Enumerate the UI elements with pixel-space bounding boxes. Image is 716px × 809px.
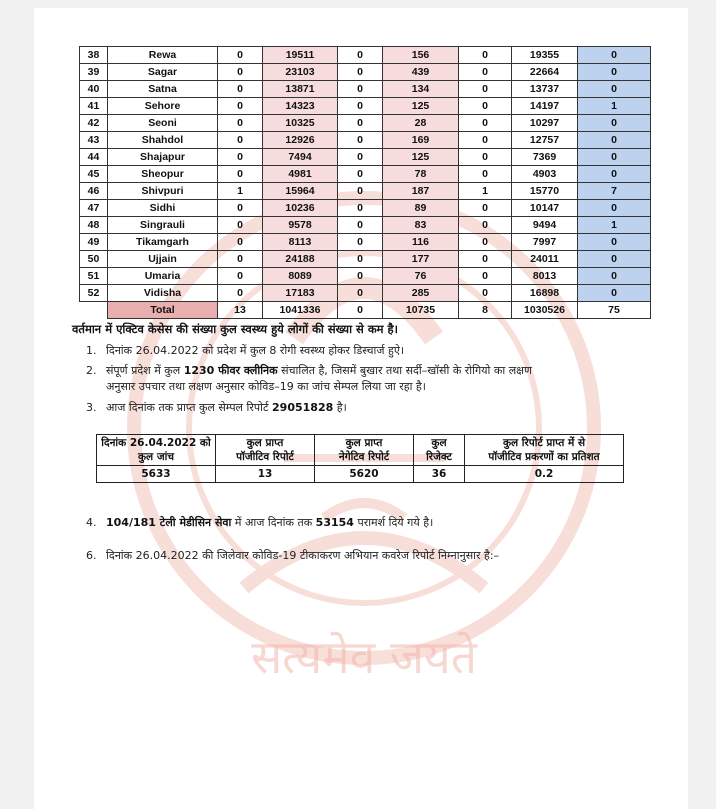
cell-c: 0 (338, 285, 383, 302)
total-cell-g: 75 (578, 302, 651, 319)
cell-e: 0 (459, 149, 512, 166)
cell-e: 0 (459, 64, 512, 81)
cell-d: 83 (383, 217, 459, 234)
cell-sno: 40 (80, 81, 108, 98)
cell-b: 7494 (263, 149, 338, 166)
cell-b: 10325 (263, 115, 338, 132)
cell-c: 0 (338, 81, 383, 98)
cell-d: 89 (383, 200, 459, 217)
cell-b: 19511 (263, 47, 338, 64)
cell-b: 17183 (263, 285, 338, 302)
cell-e: 0 (459, 285, 512, 302)
cell-g: 0 (578, 132, 651, 149)
cell-g: 1 (578, 217, 651, 234)
cell-sno: 39 (80, 64, 108, 81)
cell-a: 0 (218, 47, 263, 64)
total-row (80, 302, 651, 319)
total-cell-f: 1030526 (512, 302, 578, 319)
cell-e: 0 (459, 81, 512, 98)
table-row (80, 132, 651, 149)
total-cell-d: 10735 (383, 302, 459, 319)
table-row (80, 81, 651, 98)
cell-a: 0 (218, 115, 263, 132)
cell-name: Shivpuri (108, 183, 218, 200)
cell-name: Satna (108, 81, 218, 98)
cell-f: 15770 (512, 183, 578, 200)
cell-f: 8013 (512, 268, 578, 285)
cell-name: Rewa (108, 47, 218, 64)
cell-name: Sagar (108, 64, 218, 81)
summary-table (96, 434, 624, 483)
cell-sno: 46 (80, 183, 108, 200)
cell-b: 12926 (263, 132, 338, 149)
cell-c: 0 (338, 149, 383, 166)
cell-a: 0 (218, 64, 263, 81)
cell-a: 0 (218, 200, 263, 217)
cell-sno: 47 (80, 200, 108, 217)
cell-b: 8089 (263, 268, 338, 285)
cell-f: 22664 (512, 64, 578, 81)
cell-b: 4981 (263, 166, 338, 183)
cell-d: 78 (383, 166, 459, 183)
cell-d: 439 (383, 64, 459, 81)
cell-c: 0 (338, 115, 383, 132)
cell-g: 0 (578, 166, 651, 183)
table-row (80, 217, 651, 234)
table-row (80, 251, 651, 268)
cell-f: 13737 (512, 81, 578, 98)
cell-g: 0 (578, 64, 651, 81)
cell-c: 0 (338, 166, 383, 183)
cell-g: 0 (578, 285, 651, 302)
summary-value-rejected: 36 (414, 466, 465, 483)
cell-sno: 38 (80, 47, 108, 64)
table-row (80, 166, 651, 183)
table-row (80, 268, 651, 285)
cell-d: 169 (383, 132, 459, 149)
cell-e: 1 (459, 183, 512, 200)
cell-a: 0 (218, 251, 263, 268)
cell-a: 0 (218, 166, 263, 183)
cell-d: 187 (383, 183, 459, 200)
cell-f: 4903 (512, 166, 578, 183)
cell-g: 0 (578, 149, 651, 166)
cell-f: 7369 (512, 149, 578, 166)
cell-name: Seoni (108, 115, 218, 132)
summary-value-total-tests: 5633 (97, 466, 216, 483)
table-row (80, 183, 651, 200)
cell-sno: 48 (80, 217, 108, 234)
cell-e: 0 (459, 200, 512, 217)
cell-f: 10147 (512, 200, 578, 217)
cell-b: 10236 (263, 200, 338, 217)
summary-header-positive: कुल प्राप्त पॉजीटिव रिपोर्ट (216, 435, 315, 466)
total-cell-label: Total (108, 302, 218, 319)
cell-a: 0 (218, 285, 263, 302)
cell-c: 0 (338, 268, 383, 285)
cell-sno: 44 (80, 149, 108, 166)
cell-d: 28 (383, 115, 459, 132)
cell-d: 156 (383, 47, 459, 64)
cell-sno: 52 (80, 285, 108, 302)
cell-b: 23103 (263, 64, 338, 81)
cell-sno: 51 (80, 268, 108, 285)
cell-e: 0 (459, 132, 512, 149)
cell-f: 10297 (512, 115, 578, 132)
cell-a: 0 (218, 217, 263, 234)
cell-f: 14197 (512, 98, 578, 115)
cell-e: 0 (459, 47, 512, 64)
cell-e: 0 (459, 115, 512, 132)
cell-g: 1 (578, 98, 651, 115)
cell-name: Singrauli (108, 217, 218, 234)
cell-e: 0 (459, 217, 512, 234)
summary-header-total-tests: दिनांक 26.04.2022 को कुल जांच (97, 435, 216, 466)
summary-value-negative: 5620 (315, 466, 414, 483)
cell-sno: 50 (80, 251, 108, 268)
cell-g: 0 (578, 81, 651, 98)
cell-g: 0 (578, 234, 651, 251)
cell-b: 15964 (263, 183, 338, 200)
cell-name: Tikamgarh (108, 234, 218, 251)
cell-d: 285 (383, 285, 459, 302)
table-row (80, 234, 651, 251)
cell-c: 0 (338, 234, 383, 251)
cell-g: 0 (578, 268, 651, 285)
cell-e: 0 (459, 234, 512, 251)
cell-name: Shahdol (108, 132, 218, 149)
total-cell-a: 13 (218, 302, 263, 319)
cell-blank (80, 302, 108, 319)
document-page: सत्यमेव जयते 38 Rewa 0 19511 0 156 0 19355 0 39 Sagar 0 23103 0 439 0 22664 0 40 Satna 0 13871 0 134 0 13737 0 41 Sehore 0 14323 0 125 0 14197 1 42 Seoni 0 10325 0 28 0 10297 0 43 Shahdol 0 12926 0 169 0 12757 0 44 Shajapur 0 7494 0 125 0 7369 0 45 Sheopur 0 4981 0 78 0 4903 0 46 Shivpuri 1 15964 0 187 1 15770 7 47 Sidhi 0 10236 0 89 0 10147 0 48 Singrauli 0 9578 0 83 0 9494 1 49 Tikamgarh 0 8113 0 116 0 7997 0 50 Ujjain 0 24188 0 177 0 24011 0 51 Umaria 0 8089 0 76 0 8013 0 52 Vidisha 0 17183 0 285 0 16898 0 Total 13 1041336 0 10735 8 1030526 75 वर्तमान में एक्टिव केसेस की संख्या कुल स्वस्थ्य हुये लोगों की संख्या से कम है। 1. दिनांक 26.04.2022 को प्रदेश में कुल 8 रोगी स्वस्थ्य होकर डिस्चार्ज हुऐ। 2. संपूर्ण प्रदेश में कुल 1230 फीवर क्लीनिक संचालित है, जिसमें बुखार तथा सर्दी–खॉसी के रोगियो का लक्षण अनुसार उपचार तथा लक्षण अनुसार कोविड–19 का जांच सेम्पल लिया जा रहा है। 3. आज दिनांक तक प्राप्त कुल सेम्पल रिपोर्ट 29051828 है। दिनांक 26.04.2022 को कुल जांच कुल प्राप्त पॉजीटिव रिपोर्ट कुल प्राप्त नेगेटिव रिपोर्ट कुल रिजेक्ट कुल रिपोर्ट प्राप्त में से पॉजीटिव प्रकरणों का प्रतिशत 5633 13 5620 36 0.2 4. 104/181 टेली मेडीसिन सेवा में आज दिनांक तक 53154 परामर्श दिये गये है। 6. दिनांक 26.04.2022 की जिलेवार कोविड-19 टीकाकरण अभियान कवरेज रिपोर्ट निम्नानुसार है:– (34, 8, 688, 809)
cell-name: Shajapur (108, 149, 218, 166)
summary-value-positive: 13 (216, 466, 315, 483)
cell-g: 0 (578, 115, 651, 132)
cell-a: 0 (218, 98, 263, 115)
summary-header-rejected: कुल रिजेक्ट (414, 435, 465, 466)
cell-f: 12757 (512, 132, 578, 149)
watermark-motto: सत्यमेव जयते (251, 630, 477, 684)
cell-f: 16898 (512, 285, 578, 302)
list-item-2: 2. संपूर्ण प्रदेश में कुल 1230 फीवर क्लीनिक संचालित है, जिसमें बुखार तथा सर्दी–खॉसी के रोगियो का लक्षण अनुसार उपचार तथा लक्षण अनुसार कोविड–19 का जांच सेम्पल लिया जा रहा है। (86, 364, 532, 393)
cell-c: 0 (338, 183, 383, 200)
cell-b: 24188 (263, 251, 338, 268)
table-row (80, 98, 651, 115)
cell-sno: 43 (80, 132, 108, 149)
cell-f: 9494 (512, 217, 578, 234)
cell-a: 0 (218, 268, 263, 285)
summary-header-negative: कुल प्राप्त नेगेटिव रिपोर्ट (315, 435, 414, 466)
cell-name: Sheopur (108, 166, 218, 183)
total-cell-e: 8 (459, 302, 512, 319)
cell-a: 0 (218, 234, 263, 251)
cell-b: 9578 (263, 217, 338, 234)
cell-c: 0 (338, 47, 383, 64)
summary-value-percent: 0.2 (465, 466, 624, 483)
total-cell-b: 1041336 (263, 302, 338, 319)
cell-b: 8113 (263, 234, 338, 251)
cell-b: 14323 (263, 98, 338, 115)
cell-c: 0 (338, 200, 383, 217)
cell-e: 0 (459, 98, 512, 115)
cell-c: 0 (338, 64, 383, 81)
table-row (80, 200, 651, 217)
active-cases-heading: वर्तमान में एक्टिव केसेस की संख्या कुल स्वस्थ्य हुये लोगों की संख्या से कम है। (72, 322, 399, 336)
cell-f: 24011 (512, 251, 578, 268)
cell-name: Ujjain (108, 251, 218, 268)
cell-a: 0 (218, 132, 263, 149)
cell-g: 0 (578, 47, 651, 64)
cell-g: 7 (578, 183, 651, 200)
table-row (80, 149, 651, 166)
cell-c: 0 (338, 98, 383, 115)
cell-d: 125 (383, 149, 459, 166)
summary-header-percent: कुल रिपोर्ट प्राप्त में से पॉजीटिव प्रकरणों का प्रतिशत (465, 435, 624, 466)
cell-b: 13871 (263, 81, 338, 98)
cell-sno: 42 (80, 115, 108, 132)
cell-d: 116 (383, 234, 459, 251)
cell-g: 0 (578, 200, 651, 217)
cell-d: 76 (383, 268, 459, 285)
cell-sno: 49 (80, 234, 108, 251)
total-cell-c: 0 (338, 302, 383, 319)
cell-d: 125 (383, 98, 459, 115)
cell-d: 134 (383, 81, 459, 98)
table-row (80, 115, 651, 132)
table-row (80, 47, 651, 64)
cell-e: 0 (459, 166, 512, 183)
cell-sno: 41 (80, 98, 108, 115)
cell-name: Umaria (108, 268, 218, 285)
district-data-table (79, 46, 651, 319)
cell-f: 19355 (512, 47, 578, 64)
cell-name: Sidhi (108, 200, 218, 217)
cell-c: 0 (338, 217, 383, 234)
cell-g: 0 (578, 251, 651, 268)
cell-d: 177 (383, 251, 459, 268)
table-row (80, 285, 651, 302)
cell-c: 0 (338, 251, 383, 268)
cell-c: 0 (338, 132, 383, 149)
cell-a: 0 (218, 149, 263, 166)
cell-e: 0 (459, 251, 512, 268)
cell-name: Sehore (108, 98, 218, 115)
cell-a: 1 (218, 183, 263, 200)
cell-e: 0 (459, 268, 512, 285)
cell-a: 0 (218, 81, 263, 98)
cell-f: 7997 (512, 234, 578, 251)
cell-name: Vidisha (108, 285, 218, 302)
cell-sno: 45 (80, 166, 108, 183)
table-row (80, 64, 651, 81)
